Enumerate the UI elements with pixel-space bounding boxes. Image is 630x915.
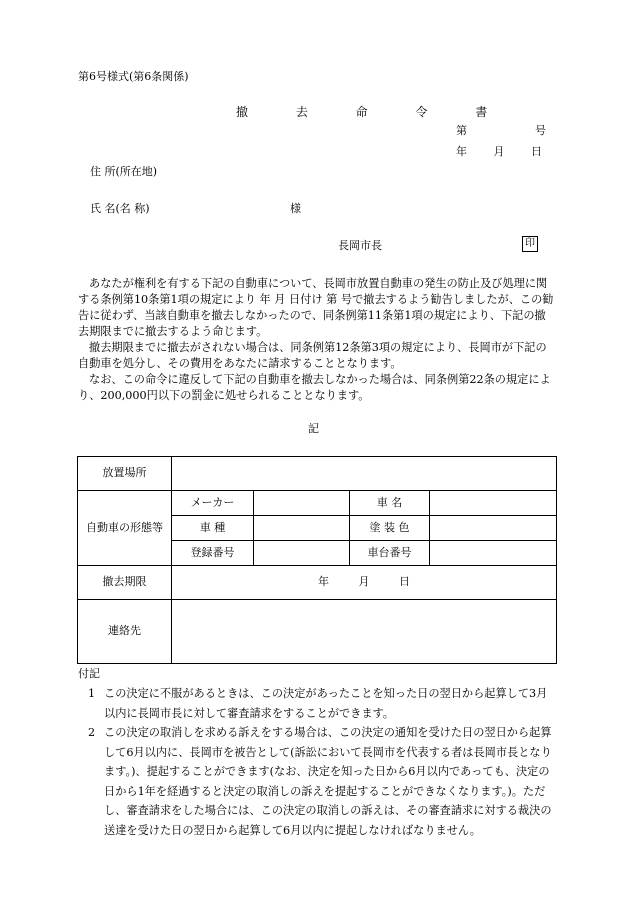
document-number — [456, 124, 546, 138]
annex-item-number: 1 — [88, 687, 96, 700]
body-text — [78, 276, 554, 404]
color-label: 塗 装 色 — [350, 516, 430, 541]
annex-item — [88, 684, 558, 723]
annex-item — [88, 723, 558, 840]
reg-label: 登録番号 — [172, 541, 254, 566]
address-label: 住 所(所在地) — [90, 165, 158, 178]
doc-number-prefix: 第 — [456, 124, 467, 137]
document-date — [456, 145, 542, 159]
annex-item-text: この決定の取消しを求める訴えをする場合は、この決定の通知を受けた日の翌日から起算して6月以内に、長岡市を被告として(訴訟において長岡市を代表する者は長岡市長となります。)、提起することができます(なお、決定を知った日から6月以内であっても、決定の日から1年を経過すると決定の取消しの訴えを提起することができなくなります。)。ただし、審査請求をした場合には、この決定の取消しの訴えは、その審査請求に対する裁決の送達を受けた日の翌日から起算して6月以内に提起しなければなりません。 — [104, 726, 552, 837]
contact-label: 連絡先 — [78, 600, 172, 664]
annex-item-number: 2 — [88, 726, 96, 739]
name-label: 氏 名(名 称) — [90, 202, 150, 215]
location-label: 放置場所 — [78, 457, 172, 491]
deadline-label: 撤去期限 — [78, 566, 172, 600]
car-name-value — [430, 491, 557, 516]
reg-value — [254, 541, 350, 566]
date-day: 日 — [531, 145, 542, 158]
type-value — [254, 516, 350, 541]
vehicle-info-table — [77, 456, 557, 664]
seal-mark: 印 — [522, 236, 538, 252]
form-label: 自動車の形態等 — [78, 491, 172, 566]
form-id: 第6号様式(第6条関係) — [78, 70, 189, 83]
document-title: 撤 去 命 令 書 — [236, 105, 510, 119]
location-value — [172, 457, 557, 491]
date-month: 月 — [493, 145, 505, 158]
date-year: 年 — [456, 145, 467, 158]
type-label: 車 種 — [172, 516, 254, 541]
ki-heading: 記 — [308, 422, 319, 435]
doc-number-suffix: 号 — [535, 124, 546, 137]
car-name-label: 車 名 — [350, 491, 430, 516]
annex-heading: 付記 — [78, 667, 100, 680]
contact-value — [172, 600, 557, 664]
body-paragraph-3: なお、この命令に違反して下記の自動車を撤去しなかった場合は、同条例第22条の規定により、200,000円以下の罰金に処せられることとなります。 — [78, 373, 551, 402]
annex-item-text: この決定に不服があるときは、この決定があったことを知った日の翌日から起算して3月以内に長岡市長に対して審査請求をすることができます。 — [104, 687, 548, 720]
color-value — [430, 516, 557, 541]
issuer: 長岡市長 — [338, 239, 382, 252]
chassis-value — [430, 541, 557, 566]
maker-value — [254, 491, 350, 516]
body-paragraph-1: あなたが権利を有する下記の自動車について、長岡市放置自動車の発生の防止及び処理に関する条例第10条第1項の規定により 年 月 日付け 第 号で撤去するよう勧告しましたが、この勧告に従わず、当該自動車を撤去しなかったので、同条例第11条第1項の規定により、下記の撤去期限までに撤去するよう命じます。 — [78, 277, 554, 338]
chassis-label: 車台番号 — [350, 541, 430, 566]
maker-label: メーカー — [172, 491, 254, 516]
honorific: 様 — [290, 202, 301, 215]
body-paragraph-2: 撤去期限までに撤去がされない場合は、同条例第12条第3項の規定により、長岡市が下記の自動車を処分し、その費用をあなたに請求することとなります。 — [78, 341, 547, 370]
deadline-value: 年 月 日 — [172, 566, 557, 600]
